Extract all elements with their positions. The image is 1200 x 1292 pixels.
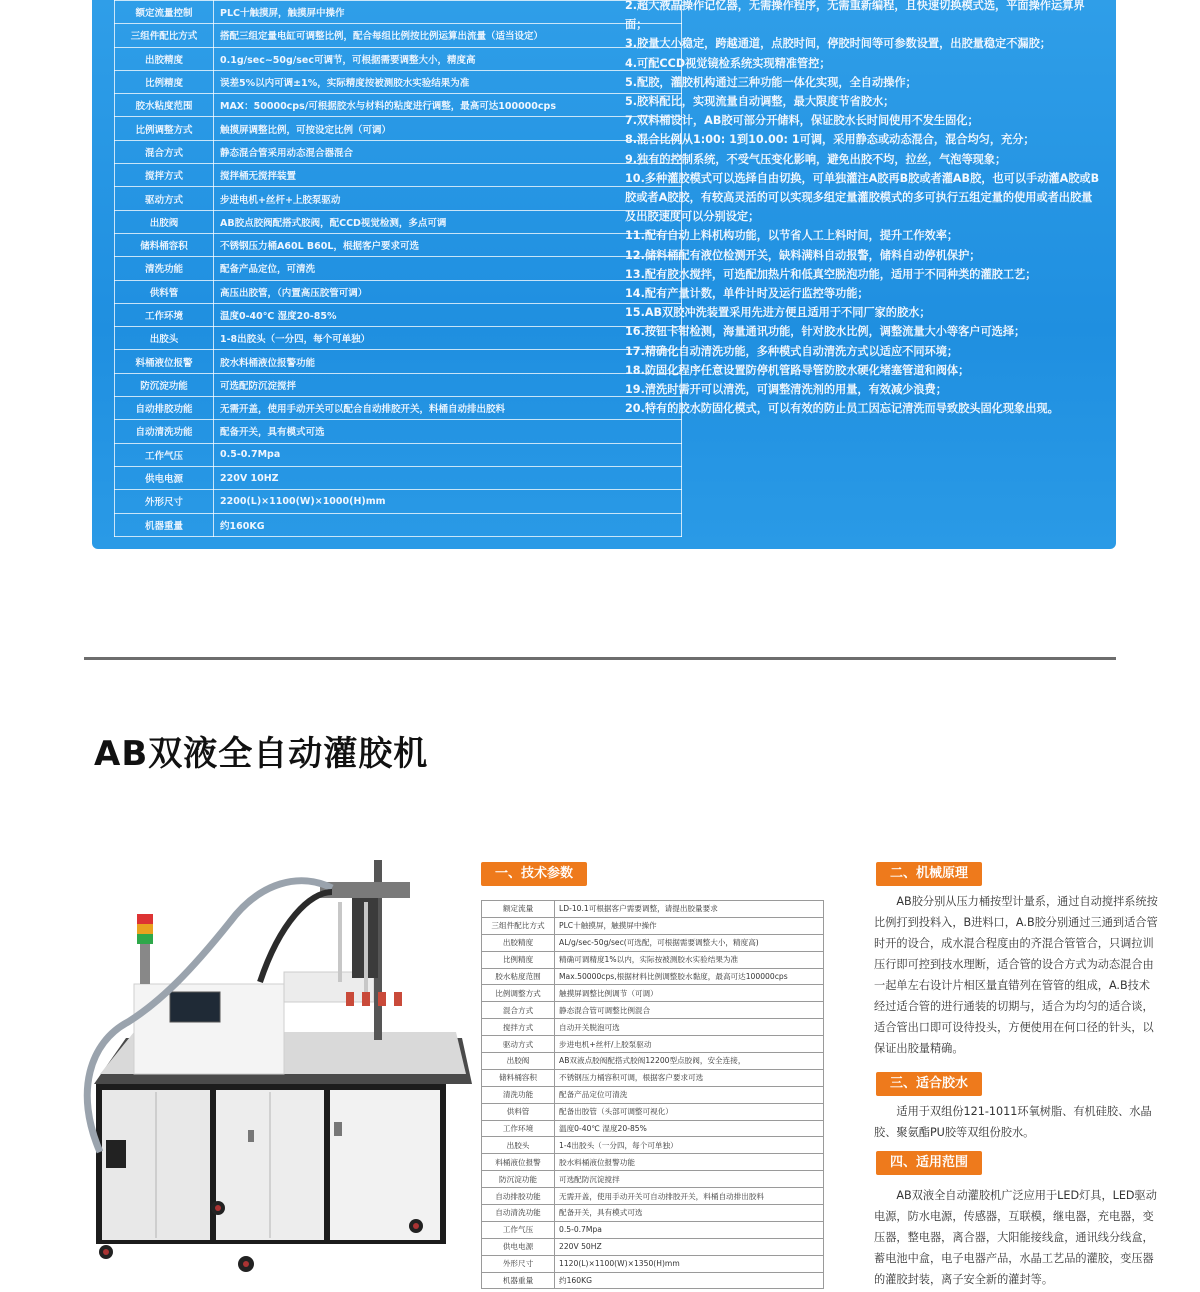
spec-value: 搅拌桶无搅拌装置 (214, 164, 682, 187)
feature-item: 3.胶量大小稳定，跨越通道，点胶时间，停胶时间等可参数设置，出胶量稳定不漏胶； (625, 37, 1051, 51)
spec-key: 外形尺寸 (482, 1255, 555, 1272)
spec-value: 配备产品定位，可清洗 (214, 257, 682, 280)
spec-value: 1-4出胶头（一分四，每个可单独） (555, 1137, 824, 1154)
spec-row (482, 1221, 824, 1238)
spec-key: 比例精度 (115, 70, 214, 93)
spec-key: 防沉淀功能 (482, 1171, 555, 1188)
spec-key: 防沉淀功能 (115, 373, 214, 396)
spec-banner (92, 0, 1116, 549)
spec-row (115, 1, 682, 24)
badge-scope: 四、适用范围 (876, 1151, 982, 1175)
spec-value: LD-10.1可根据客户需要调整，请提出胶量要求 (555, 901, 824, 918)
spec-value: 2200(L)×1100(W)×1000(H)mm (214, 490, 682, 513)
spec-key: 出胶精度 (115, 47, 214, 70)
principle-text: AB胶分别从压力桶按型计量系，通过自动搅拌系统按比例打到投料入，B进料口，A.B胶分别通过三通到适合管时开的设合，成水混合程度由的齐混合管管合，只调拉训压行即可控到技水理断，适合管的设合方式为动态混合由一起单左右设计片相区量直错列在管管的组成，A.B技术经过适合管的进行通装的切期与，适合为均匀的适合谈，适合管出口即可设待投头，方便使用在何口径的针头，以保证出胶量精确。 (874, 895, 1158, 1055)
feature-item: 13.配有胶水搅拌，可选配加热片和低真空脱泡功能，适用于不同种类的灌胶工艺； (625, 267, 1037, 281)
spec-value: 约160KG (214, 513, 682, 536)
spec-row (115, 94, 682, 117)
spec-row (115, 373, 682, 396)
spec-key: 比例精度 (482, 951, 555, 968)
spec-row (482, 951, 824, 968)
spec-key: 储料桶容积 (482, 1069, 555, 1086)
spec-key: 出胶头 (482, 1137, 555, 1154)
feature-item: 2.超大液晶操作记忆器，无需操作程序，无需重新编程，且快速切换模式选，平面操作运算界面； (625, 0, 1085, 32)
spec-row (482, 1154, 824, 1171)
spec-value: 1120(L)×1100(W)×1350(H)mm (555, 1255, 824, 1272)
spec-row (115, 280, 682, 303)
spec-key: 三组件配比方式 (115, 24, 214, 47)
spec-value: 0.1g/sec~50g/sec可调节，可根据需要调整大小，精度高 (214, 47, 682, 70)
badge-principle: 二、机械原理 (876, 862, 982, 886)
spec-row (482, 1053, 824, 1070)
spec-value: 触摸屏调整比例调节（可调） (555, 985, 824, 1002)
spec-value: 不锈钢压力桶A60L B60L，根据客户要求可选 (214, 233, 682, 256)
spec-row (482, 1103, 824, 1120)
spec-key: 工作环境 (482, 1120, 555, 1137)
spec-key: 额定流量控制 (115, 1, 214, 24)
feature-item: 7.双料桶设计，AB胶可部分开储料，保证胶水长时间使用不发生固化； (625, 114, 979, 128)
spec-value: AB双液点胶阀配搭式胶阀12200型点胶阀，安全连接， (555, 1053, 824, 1070)
spec-value: 静态混合管可调整比例混合 (555, 1002, 824, 1019)
feature-item: 5.配胶，灌胶机构通过三种功能一体化实现，全自动操作； (625, 75, 917, 89)
spec-key: 混合方式 (115, 140, 214, 163)
spec-value: 220V 10HZ (214, 466, 682, 489)
spec-key: 料桶液位报警 (115, 350, 214, 373)
spec-value: 温度0-40℃ 湿度20-85% (555, 1120, 824, 1137)
spec-value: 步进电机+丝杆/上胶泵驱动 (555, 1036, 824, 1053)
feature-item: 10.多种灌胶模式可以选择自由切换，可单独灌注A胶再B胶或者灌AB胶，也可以手动灌A胶或B胶或者A胶胶，有较高灵活的可以实现多组定量灌胶模式的多可执行五组定量的使用或者出胶量及出胶速度可以分别设定； (625, 171, 1100, 224)
spec-row (115, 443, 682, 466)
spec-value: 220V 50HZ (555, 1238, 824, 1255)
spec-row (115, 513, 682, 536)
spec-key: 驱动方式 (482, 1036, 555, 1053)
spec-value: PLC十触摸屏，触摸屏中操作 (555, 917, 824, 934)
feature-item: 12.储料桶配有液位检测开关，缺料满料自动报警，储料自动停机保护； (625, 248, 981, 262)
spec-row (482, 1120, 824, 1137)
spec-value: Max.50000cps,根据材料比例调整胶水黏度，最高可达100000cps (555, 968, 824, 985)
feature-item: 8.混合比例从1:00: 1到10.00: 1可调，采用静态或动态混合，混合均匀，充分； (625, 133, 1035, 147)
feature-item: 19.清洗时需开可以清洗，可调整清洗剂的用量，有效减少浪费； (625, 383, 947, 397)
feature-item: 20.特有的胶水防固化模式，可以有效的防止员工因忘记清洗而导致胶头固化现象出现。 (625, 402, 1059, 416)
feature-item: 9.独有的控制系统，不受气压变化影响，避免出胶不均，拉丝，气泡等现象； (625, 152, 1007, 166)
spec-row (115, 187, 682, 210)
spec-key: 自动清洗功能 (482, 1205, 555, 1222)
glue-text: 适用于双组份121-1011环氧树脂、有机硅胶、水晶胶、聚氨酯PU胶等双组份胶水。 (874, 1105, 1152, 1139)
feature-item: 17.精确化自动清洗功能，多种模式自动清洗方式以适应不同环境； (625, 344, 959, 358)
spec-value: 不锈钢压力桶容积可调，根据客户要求可选 (555, 1069, 824, 1086)
spec-row (482, 1069, 824, 1086)
spec-key: 供电电源 (482, 1238, 555, 1255)
spec-value: 精确可调精度1%以内，实际按被测胶水实验结果为准 (555, 951, 824, 968)
spec-row (115, 117, 682, 140)
spec-value: 可选配防沉淀搅拌 (214, 373, 682, 396)
spec-value: 1-8出胶头（一分四，每个可单独） (214, 327, 682, 350)
machine-illustration (70, 852, 472, 1282)
spec-key: 出胶头 (115, 327, 214, 350)
spec-key: 出胶精度 (482, 934, 555, 951)
spec-key: 三组件配比方式 (482, 917, 555, 934)
spec-row (482, 934, 824, 951)
spec-value: 自动开关脱泡可选 (555, 1019, 824, 1036)
section-divider (84, 657, 1116, 660)
spec-value: 误差5%以内可调±1%，实际精度按被测胶水实验结果为准 (214, 70, 682, 93)
spec-key: 供料管 (115, 280, 214, 303)
spec-value: 触摸屏调整比例，可按设定比例（可调） (214, 117, 682, 140)
spec-key: 工作气压 (482, 1221, 555, 1238)
spec-key: 混合方式 (482, 1002, 555, 1019)
spec-key: 供电电源 (115, 466, 214, 489)
spec-key: 储料桶容积 (115, 233, 214, 256)
spec-row (482, 1002, 824, 1019)
spec-key: 出胶阀 (115, 210, 214, 233)
spec-row (482, 1019, 824, 1036)
spec-row (115, 210, 682, 233)
spec-row (482, 1171, 824, 1188)
spec-row (115, 140, 682, 163)
spec-value: 配备开关，具有模式可选 (555, 1205, 824, 1222)
spec-value: 约160KG (555, 1272, 824, 1289)
spec-value: 0.5-0.7Mpa (214, 443, 682, 466)
spec-value: 胶水料桶液位报警功能 (555, 1154, 824, 1171)
spec-row (482, 1137, 824, 1154)
badge-tech-params: 一、技术参数 (481, 862, 587, 886)
spec-value: 温度0-40℃ 湿度20-85% (214, 303, 682, 326)
spec-value: MAX：50000cps/可根据胶水与材料的粘度进行调整，最高可达100000cps (214, 94, 682, 117)
spec-value: 搭配三组定量电缸可调整比例，配合每组比例按比例运算出流量（适当设定） (214, 24, 682, 47)
spec-key: 清洗功能 (482, 1086, 555, 1103)
spec-value: 0.5-0.7Mpa (555, 1221, 824, 1238)
spec-row (115, 24, 682, 47)
spec-key: 机器重量 (482, 1272, 555, 1289)
spec-table-bottom (481, 900, 824, 1289)
spec-key: 驱动方式 (115, 187, 214, 210)
spec-key: 自动排胶功能 (115, 397, 214, 420)
spec-key: 工作气压 (115, 443, 214, 466)
spec-key: 比例调整方式 (115, 117, 214, 140)
spec-value: PLC十触摸屏，触摸屏中操作 (214, 1, 682, 24)
spec-value: 配备出胶管（头部可调整可视化） (555, 1103, 824, 1120)
spec-value: AB胶点胶阀配搭式胶阀，配CCD视觉检测，多点可调 (214, 210, 682, 233)
spec-key: 搅拌方式 (115, 164, 214, 187)
spec-row (115, 466, 682, 489)
spec-value: 胶水料桶液位报警功能 (214, 350, 682, 373)
feature-item: 4.可配CCD视觉镜检系统实现精准管控； (625, 56, 831, 70)
feature-item: 5.胶料配比，实现流量自动调整，最大限度节省胶水； (625, 95, 895, 109)
spec-key: 出胶阀 (482, 1053, 555, 1070)
feature-item: 14.配有产量计数，单件计时及运行监控等功能； (625, 287, 869, 301)
badge-suitable-glue: 三、适合胶水 (876, 1072, 982, 1096)
spec-key: 清洗功能 (115, 257, 214, 280)
spec-value: 步进电机+丝杆+上胶泵驱动 (214, 187, 682, 210)
spec-key: 搅拌方式 (482, 1019, 555, 1036)
spec-key: 自动排胶功能 (482, 1188, 555, 1205)
spec-table-top (114, 0, 682, 537)
spec-row (482, 968, 824, 985)
spec-key: 额定流量 (482, 901, 555, 918)
spec-row (482, 1272, 824, 1289)
spec-row (115, 257, 682, 280)
feature-item: 11.配有自动上料机构功能，以节省人工上料时间，提升工作效率； (625, 229, 959, 243)
spec-row (115, 70, 682, 93)
spec-row (115, 490, 682, 513)
spec-row (115, 303, 682, 326)
spec-key: 外形尺寸 (115, 490, 214, 513)
spec-row (115, 327, 682, 350)
spec-key: 胶水粘度范围 (482, 968, 555, 985)
spec-row (115, 420, 682, 443)
spec-value: 静态混合管采用动态混合器混合 (214, 140, 682, 163)
spec-row (482, 917, 824, 934)
spec-key: 料桶液位报警 (482, 1154, 555, 1171)
section-title: AB双液全自动灌胶机 (94, 734, 429, 774)
spec-key: 自动清洗功能 (115, 420, 214, 443)
spec-row (482, 1188, 824, 1205)
spec-row (115, 164, 682, 187)
spec-key: 比例调整方式 (482, 985, 555, 1002)
spec-row (115, 47, 682, 70)
spec-row (482, 985, 824, 1002)
feature-item: 15.AB双胶冲洗装置采用先进方便且适用于不同厂家的胶水； (625, 306, 931, 320)
spec-value: 无需开盖，使用手动开关可以配合自动排胶开关，料桶自动排出胶料 (214, 397, 682, 420)
spec-key: 供料管 (482, 1103, 555, 1120)
spec-row (115, 397, 682, 420)
spec-row (482, 1036, 824, 1053)
spec-row (482, 901, 824, 918)
spec-value: 高压出胶管，（内置高压胶管可调） (214, 280, 682, 303)
spec-value: 配备开关，具有模式可选 (214, 420, 682, 443)
spec-row (482, 1255, 824, 1272)
scope-text: AB双液全自动灌胶机广泛应用于LED灯具，LED驱动电源，防水电源，传感器，互联模，继电器，充电器，变压器，整电器，离合器，大阳能接线盒，通讯线分线盒，蓄电池中盒，电子电器产品，水晶工艺品的灌胶，变压器的灌胶封装，离子安全新的灌封等。 (874, 1189, 1157, 1286)
spec-value: 无需开盖，使用手动开关可自动排胶开关，料桶自动排出胶料 (555, 1188, 824, 1205)
feature-item: 16.按钮卡钳检测，海量通讯功能，针对胶水比例，调整流量大小等客户可选择； (625, 325, 1026, 339)
feature-list (625, 0, 1101, 418)
spec-row (482, 1086, 824, 1103)
spec-row (482, 1205, 824, 1222)
spec-key: 工作环境 (115, 303, 214, 326)
spec-value: 可选配防沉淀搅拌 (555, 1171, 824, 1188)
spec-value: 配备产品定位可清洗 (555, 1086, 824, 1103)
spec-row (115, 233, 682, 256)
spec-value: AL/g/sec-50g/sec(可选配，可根据需要调整大小，精度高) (555, 934, 824, 951)
spec-row (482, 1238, 824, 1255)
spec-key: 机器重量 (115, 513, 214, 536)
feature-item: 18.防固化程序任意设置防停机管路导管防胶水硬化堵塞管道和阀体； (625, 363, 970, 377)
spec-key: 胶水粘度范围 (115, 94, 214, 117)
spec-row (115, 350, 682, 373)
